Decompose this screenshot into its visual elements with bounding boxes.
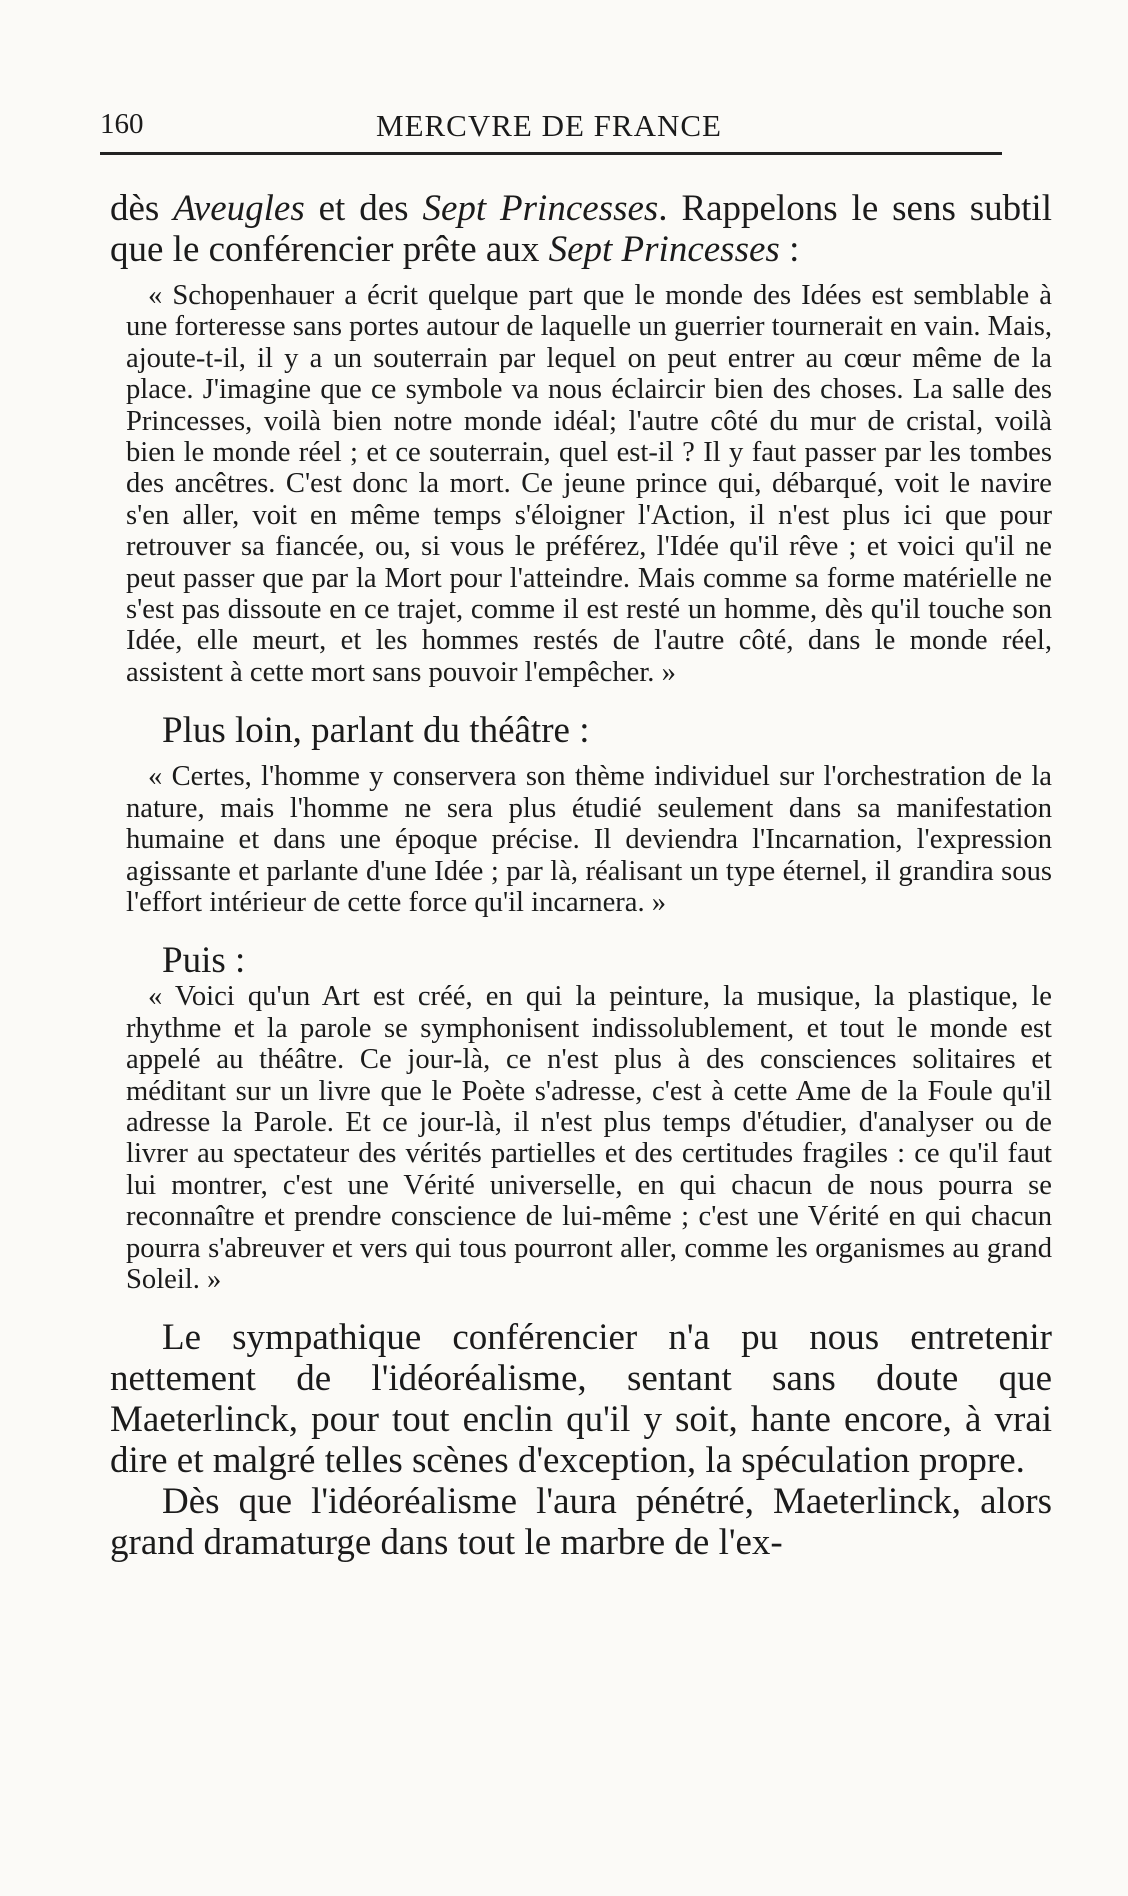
p1-text-a: dès — [110, 188, 174, 229]
p1-title-aveugles: Aveugles — [173, 188, 305, 229]
spacer — [110, 270, 1052, 280]
quote-2: « Certes, l'homme y conservera son thème individuel sur l'orchestration de la nature, mais l'homme ne sera plus étudié seulement dans sa manifestation humaine et dans une époque précise. Il deviendra l'Incarnation, l'expression agissante et parlante d'une Idée ; par là, réalisant un type éternel, il grandira sous l'effort intérieur de cette force qu'il incarnera. » — [126, 761, 1052, 918]
paragraph-5: Dès que l'idéoréalisme l'aura pénétré, Maeterlinck, alors grand dramaturge dans tout le marbre de l'ex- — [110, 1481, 1052, 1564]
quote-1: « Schopenhauer a écrit quelque part que le monde des Idées est semblable à une forteresse sans portes autour de laquelle un guerrier tournerait en vain. Mais, ajoute-t-il, il y a un souterrain par lequel on peut entrer au cœur même de la place. J'imagine que ce symbole va nous éclaircir bien des choses. La salle des Princesses, voilà bien notre monde idéal; l'autre côté du mur de cristal, voilà bien le monde réel ; et ce souterrain, quel est-il ? Il y faut passer par les tombes des ancêtres. C'est donc la mort. Ce jeune prince qui, débarqué, voit le navire s'en aller, voit en même temps s'éloigner l'Action, il n'est plus ici que pour retrouver sa fiancée, ou, si vous le préférez, l'Idée qu'il rêve ; et voici qu'il ne peut passer que par la Mort pour l'atteindre. Mais comme sa forme matérielle ne s'est pas dissoute en ce trajet, comme il est resté un homme, dès qu'il touche son Idée, elle meurt, et les hommes restés de l'autre côté, dans le monde réel, assistent à cette mort sans pouvoir l'empêcher. » — [126, 280, 1052, 688]
paragraph-4: Le sympathique conférencier n'a pu nous entretenir nettement de l'idéoréalisme, sentant sans doute que Maeterlinck, pour tout enclin qu'il y soit, hante encore, à vrai dire et malgré telles scènes d'exception, la spéculation propre. — [110, 1317, 1052, 1482]
spacer — [110, 751, 1052, 761]
page-number: 160 — [100, 108, 144, 140]
p1-title-princesses-2: Sept Princesses — [548, 229, 780, 270]
p1-text-g: : — [779, 229, 800, 270]
p1-text-e: . Rappelons le sens subtil que le conférencier prête aux — [110, 188, 1052, 270]
paragraph-2: Plus loin, parlant du théâtre : — [162, 710, 590, 752]
running-title: MERCVRE DE FRANCE — [376, 108, 722, 143]
spacer — [110, 1295, 1052, 1317]
paragraph-1 — [110, 188, 1052, 270]
quote-3: « Voici qu'un Art est créé, en qui la peinture, la musique, la plastique, le rhythme et la parole se symphonisent indissolublement, et tout le monde est appelé au théâtre. Ce jour-là, ce n'est plus à des consciences solitaires et méditant sur un livre que le Poète s'adresse, c'est à cette Ame de la Foule qu'il adresse la Parole. Et ce jour-là, il n'est plus temps d'étudier, d'analyser ou de livrer au spectateur des vérités partielles et des certitudes fragiles : ce qu'il faut lui montrer, c'est une Vérité universelle, en qui chacun de nous pourra se reconnaître et prendre conscience de lui-même ; c'est une Vérité en qui chacun pourra s'abreuver et vers qui tous pourront aller, comme les organismes au grand Soleil. » — [126, 981, 1052, 1295]
paragraph-3: Puis : — [162, 940, 246, 982]
spacer — [110, 688, 1052, 710]
page-body — [110, 188, 1052, 1563]
spacer — [110, 918, 1052, 940]
p1-title-princesses: Sept Princesses — [422, 188, 659, 229]
p1-text-c: et des — [304, 188, 423, 229]
page-header — [100, 108, 1000, 150]
header-rule — [100, 152, 1002, 155]
